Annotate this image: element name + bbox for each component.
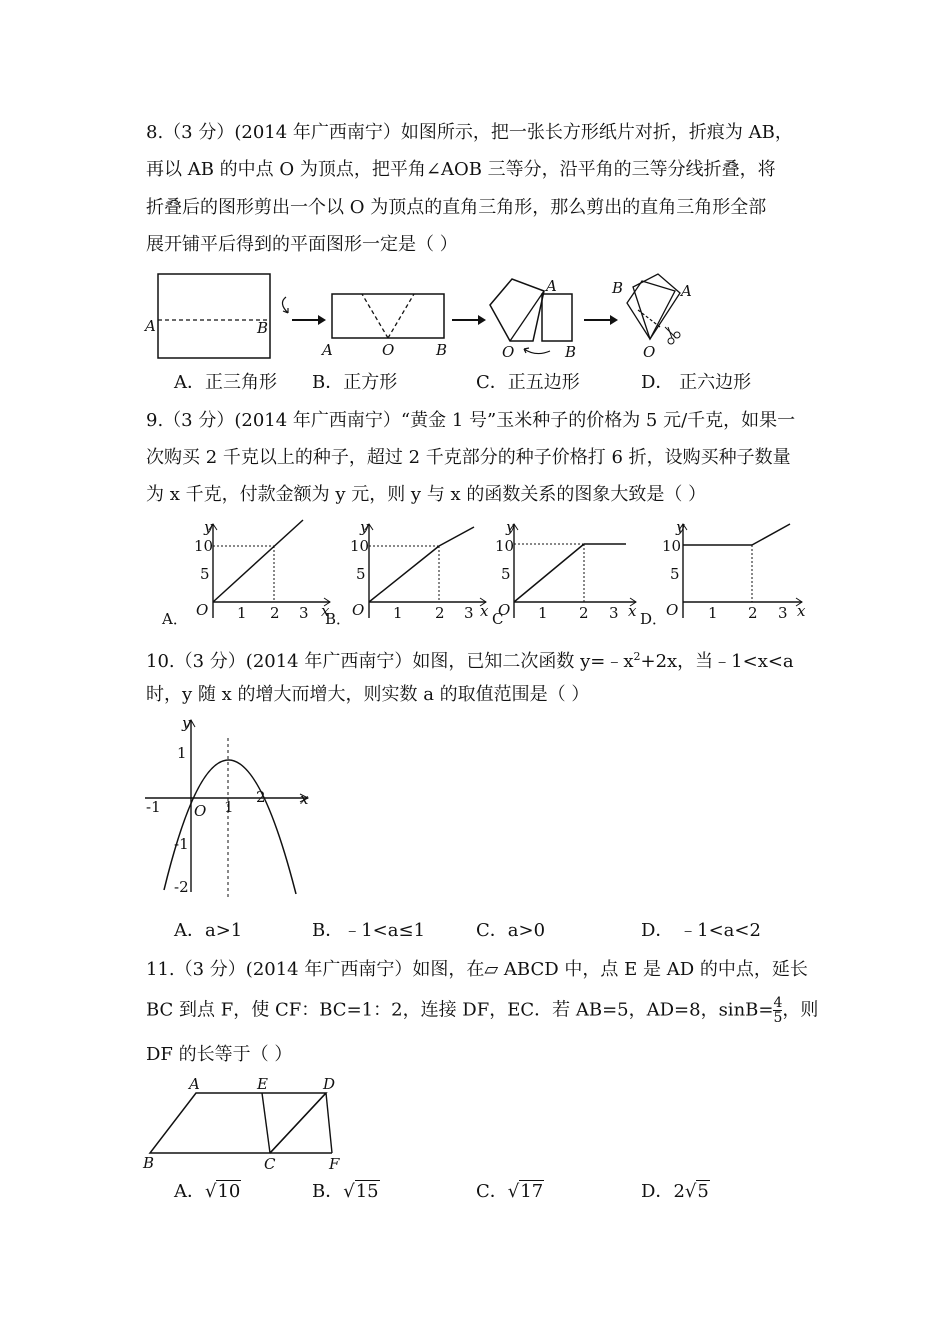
svg-text:O: O bbox=[502, 343, 515, 361]
svg-text:3: 3 bbox=[609, 604, 619, 622]
svg-text:3: 3 bbox=[778, 604, 788, 622]
svg-text:3: 3 bbox=[464, 604, 474, 622]
svg-text:2: 2 bbox=[579, 604, 589, 622]
svg-text:O: O bbox=[194, 802, 207, 820]
q10-parabola-graph bbox=[140, 712, 320, 897]
svg-text:2: 2 bbox=[435, 604, 445, 622]
svg-text:D．: D． bbox=[640, 610, 668, 628]
svg-text:y: y bbox=[676, 518, 685, 536]
svg-text:2: 2 bbox=[748, 604, 758, 622]
svg-text:1: 1 bbox=[393, 604, 403, 622]
svg-text:10: 10 bbox=[495, 537, 515, 555]
svg-text:B．: B． bbox=[325, 610, 352, 628]
svg-text:C: C bbox=[492, 610, 504, 628]
q8-option-b[interactable]: B．正方形 bbox=[312, 372, 398, 393]
svg-text:-2: -2 bbox=[174, 878, 189, 896]
svg-text:B: B bbox=[143, 1154, 155, 1172]
q8-line-3: 折叠后的图形剪出一个以 O 为顶点的直角三角形，那么剪出的直角三角形全部 bbox=[146, 197, 767, 218]
svg-text:O: O bbox=[196, 601, 209, 619]
svg-text:y: y bbox=[204, 518, 213, 536]
svg-text:O: O bbox=[382, 341, 395, 359]
q11-parallelogram-figure bbox=[140, 1075, 360, 1175]
svg-text:x: x bbox=[480, 602, 489, 620]
svg-text:x: x bbox=[797, 602, 806, 620]
svg-text:-1: -1 bbox=[174, 835, 189, 853]
svg-text:10: 10 bbox=[194, 537, 214, 555]
svg-text:E: E bbox=[257, 1075, 268, 1093]
svg-text:A．: A． bbox=[162, 610, 188, 628]
q9-line-1: 9.（3 分）(2014 年广西南宁）“黄金 1 号”玉米种子的价格为 5 元/千克，如果一 bbox=[146, 410, 796, 431]
q9-line-3: 为 x 千克，付款金额为 y 元，则 y 与 x 的函数关系的图象大致是（ ） bbox=[146, 484, 707, 505]
svg-text:O: O bbox=[666, 601, 679, 619]
svg-text:A: A bbox=[322, 341, 333, 359]
svg-text:3: 3 bbox=[299, 604, 309, 622]
q8-line-2: 再以 AB 的中点 O 为顶点，把平角∠AOB 三等分，沿平角的三等分线折叠，将 bbox=[146, 159, 776, 180]
svg-text:y: y bbox=[506, 518, 515, 536]
svg-text:1: 1 bbox=[538, 604, 548, 622]
svg-text:O: O bbox=[643, 343, 656, 361]
svg-text:x: x bbox=[628, 602, 637, 620]
svg-text:D: D bbox=[323, 1075, 336, 1093]
svg-text:5: 5 bbox=[501, 565, 511, 583]
svg-text:A: A bbox=[681, 282, 692, 300]
q11-option-d[interactable]: D．2√5 bbox=[641, 1181, 709, 1202]
q8-line-4: 展开铺平后得到的平面图形一定是（ ） bbox=[146, 234, 458, 255]
svg-text:1: 1 bbox=[708, 604, 718, 622]
svg-text:B: B bbox=[612, 279, 624, 297]
svg-text:O: O bbox=[352, 601, 365, 619]
q8-option-d[interactable]: D． 正六边形 bbox=[641, 372, 752, 393]
q8-line-1: 8.（3 分）(2014 年广西南宁）如图所示，把一张长方形纸片对折，折痕为 AB， bbox=[146, 122, 793, 143]
q9-graph-b bbox=[324, 518, 489, 628]
svg-text:A: A bbox=[546, 277, 557, 295]
q11-line-2: BC 到点 F，使 CF：BC=1：2，连接 DF，EC．若 AB=5，AD=8，sinB= $\frac{4}{5}$ ，则 bbox=[146, 995, 819, 1026]
fraction: $\frac{4}{5}$ bbox=[773, 995, 783, 1026]
q9-graph-a bbox=[158, 518, 330, 628]
svg-text:y: y bbox=[182, 714, 191, 732]
q11-option-b[interactable]: B．√15 bbox=[312, 1181, 379, 1202]
svg-text:5: 5 bbox=[200, 565, 210, 583]
svg-text:A: A bbox=[145, 317, 156, 335]
svg-text:2: 2 bbox=[270, 604, 280, 622]
svg-text:1: 1 bbox=[177, 744, 187, 762]
q8-option-c[interactable]: C．正五边形 bbox=[476, 372, 580, 393]
svg-text:C: C bbox=[264, 1155, 276, 1173]
q10-option-a[interactable]: A．a>1 bbox=[174, 920, 243, 941]
svg-text:y: y bbox=[360, 518, 369, 536]
q9-line-2: 次购买 2 千克以上的种子，超过 2 千克部分的种子价格打 6 折，设购买种子数量 bbox=[146, 447, 791, 468]
q9-graph-c bbox=[486, 518, 646, 628]
q9-graph-d bbox=[640, 518, 810, 628]
q10-line-2: 时，y 随 x 的增大而增大，则实数 a 的取值范围是（ ） bbox=[146, 684, 590, 705]
svg-text:x: x bbox=[300, 790, 309, 808]
svg-text:10: 10 bbox=[662, 537, 682, 555]
svg-text:B: B bbox=[565, 343, 577, 361]
q10-option-d[interactable]: D． ﹣1<a<2 bbox=[641, 920, 761, 941]
svg-text:-1: -1 bbox=[146, 798, 161, 816]
svg-text:5: 5 bbox=[670, 565, 680, 583]
svg-text:2: 2 bbox=[256, 788, 266, 806]
svg-text:5: 5 bbox=[356, 565, 366, 583]
q11-option-c[interactable]: C．√17 bbox=[476, 1181, 544, 1202]
svg-text:B: B bbox=[436, 341, 448, 359]
q11-line-1: 11.（3 分）(2014 年广西南宁）如图，在▱ ABCD 中，点 E 是 AD 的中点，延长 bbox=[146, 959, 808, 980]
q8-folding-figure bbox=[140, 265, 700, 365]
svg-text:F: F bbox=[329, 1155, 340, 1173]
svg-text:1: 1 bbox=[237, 604, 247, 622]
svg-text:O: O bbox=[498, 601, 511, 619]
svg-text:A: A bbox=[189, 1075, 200, 1093]
svg-text:B: B bbox=[257, 319, 269, 337]
svg-text:1: 1 bbox=[224, 798, 234, 816]
svg-text:x: x bbox=[321, 602, 330, 620]
q8-option-a[interactable]: A．正三角形 bbox=[174, 372, 277, 393]
q10-option-b[interactable]: B．﹣1<a≤1 bbox=[312, 920, 426, 941]
scissors-icon bbox=[665, 327, 680, 344]
q10-option-c[interactable]: C．a>0 bbox=[476, 920, 546, 941]
q11-line-3: DF 的长等于（ ） bbox=[146, 1044, 293, 1065]
q10-line-1: 10.（3 分）(2014 年广西南宁）如图，已知二次函数 $y=﹣x^2+2x$，当﹣1<x<a bbox=[146, 650, 794, 672]
svg-text:10: 10 bbox=[350, 537, 370, 555]
q11-option-a[interactable]: A．√10 bbox=[174, 1181, 241, 1202]
